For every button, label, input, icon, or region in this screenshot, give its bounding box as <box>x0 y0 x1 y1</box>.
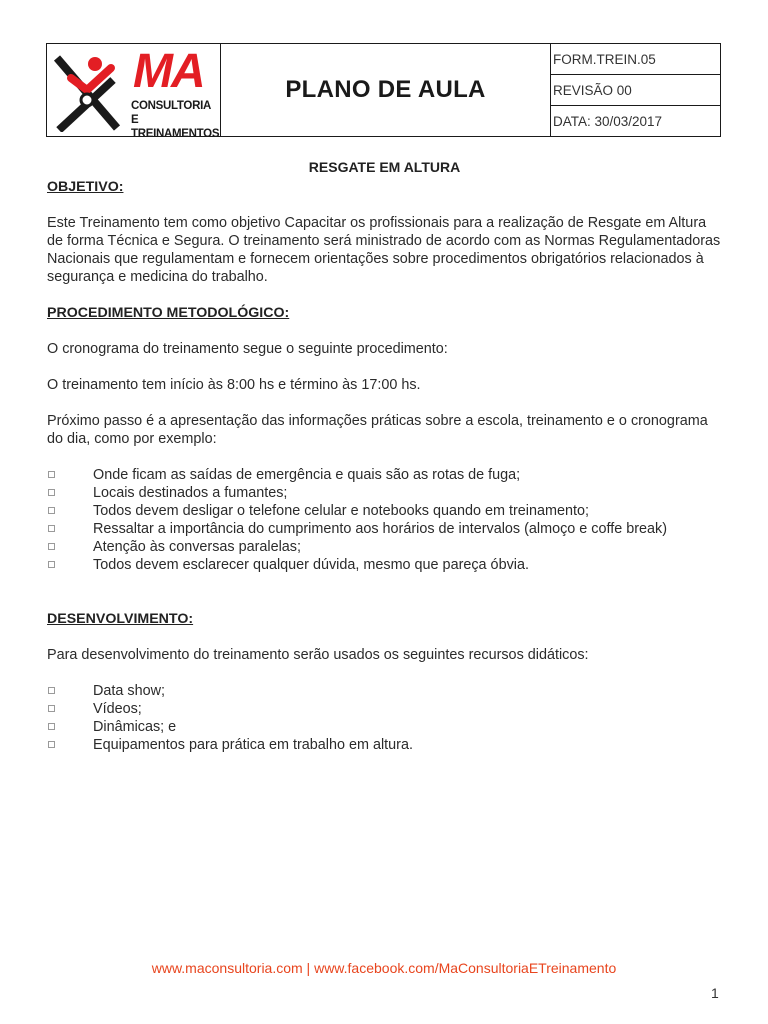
list-item: Todos devem desligar o telefone celular e notebooks quando em treinamento; <box>47 502 722 520</box>
list-item: Dinâmicas; e <box>47 718 722 736</box>
objective-heading: OBJETIVO: <box>47 179 124 195</box>
logo-subtitle: CONSULTORIA E TREINAMENTOS <box>131 100 220 136</box>
page-title: PLANO DE AULA <box>285 76 486 103</box>
date: DATA: 30/03/2017 <box>553 113 663 129</box>
checkbox-icon <box>48 507 55 514</box>
page-number: 1 <box>711 985 719 1001</box>
development-paragraph: Para desenvolvimento do treinamento serão usados os seguintes recursos didáticos: <box>47 647 589 663</box>
logo <box>47 44 221 136</box>
development-heading: DESENVOLVIMENTO: <box>47 611 194 627</box>
checkbox-icon <box>48 561 55 568</box>
objective-text: Este Treinamento tem como objetivo Capacitar os profissionais para a realização de Resgate em Altura de forma Técnica e Segura. O treinamento será ministrado de acordo com as Normas Regulamentadoras Nacionais que regulamentam e fornecem orientações sobre procedimentos obrigatórios relacionados à segurança e medicina do trabalho. <box>47 215 721 285</box>
list-item: Data show; <box>47 682 722 700</box>
checkbox-icon <box>48 687 55 694</box>
document-header <box>46 43 721 137</box>
list-item: Ressaltar a importância do cumprimento aos horários de intervalos (almoço e coffe break) <box>47 520 722 538</box>
header-meta <box>551 44 720 136</box>
list-item: Locais destinados a fumantes; <box>47 484 722 502</box>
method-paragraph-3: Próximo passo é a apresentação das informações práticas sobre a escola, treinamento e o cronograma do dia, como por exemplo: <box>47 413 708 447</box>
resources-list <box>47 682 722 754</box>
method-paragraph-2: O treinamento tem início às 8:00 hs e término às 17:00 hs. <box>47 377 421 393</box>
checkbox-icon <box>48 543 55 550</box>
method-heading: PROCEDIMENTO METODOLÓGICO: <box>47 305 290 321</box>
document-title: RESGATE EM ALTURA <box>308 159 461 175</box>
list-item: Equipamentos para prática em trabalho em altura. <box>47 736 722 754</box>
checkbox-icon <box>48 723 55 730</box>
checkbox-icon <box>48 741 55 748</box>
footer-links: www.maconsultoria.com | www.facebook.com/MaConsultoriaETreinamento <box>151 960 617 976</box>
form-code: FORM.TREIN.05 <box>551 44 720 75</box>
checkbox-icon <box>48 489 55 496</box>
list-item: Todos devem esclarecer qualquer dúvida, mesmo que pareça óbvia. <box>47 556 722 574</box>
list-item: Onde ficam as saídas de emergência e quais são as rotas de fuga; <box>47 466 722 484</box>
document-body <box>47 158 722 754</box>
method-paragraph-1: O cronograma do treinamento segue o seguinte procedimento: <box>47 341 448 357</box>
header-title-cell <box>221 44 551 136</box>
revision: REVISÃO 00 <box>551 75 720 106</box>
checkbox-icon <box>48 525 55 532</box>
checkbox-icon <box>48 705 55 712</box>
checkbox-icon <box>48 471 55 478</box>
list-item: Vídeos; <box>47 700 722 718</box>
climber-logo-icon <box>51 50 131 132</box>
method-list <box>47 466 722 574</box>
list-item: Atenção às conversas paralelas; <box>47 538 722 556</box>
logo-wordmark: MA <box>133 45 204 98</box>
